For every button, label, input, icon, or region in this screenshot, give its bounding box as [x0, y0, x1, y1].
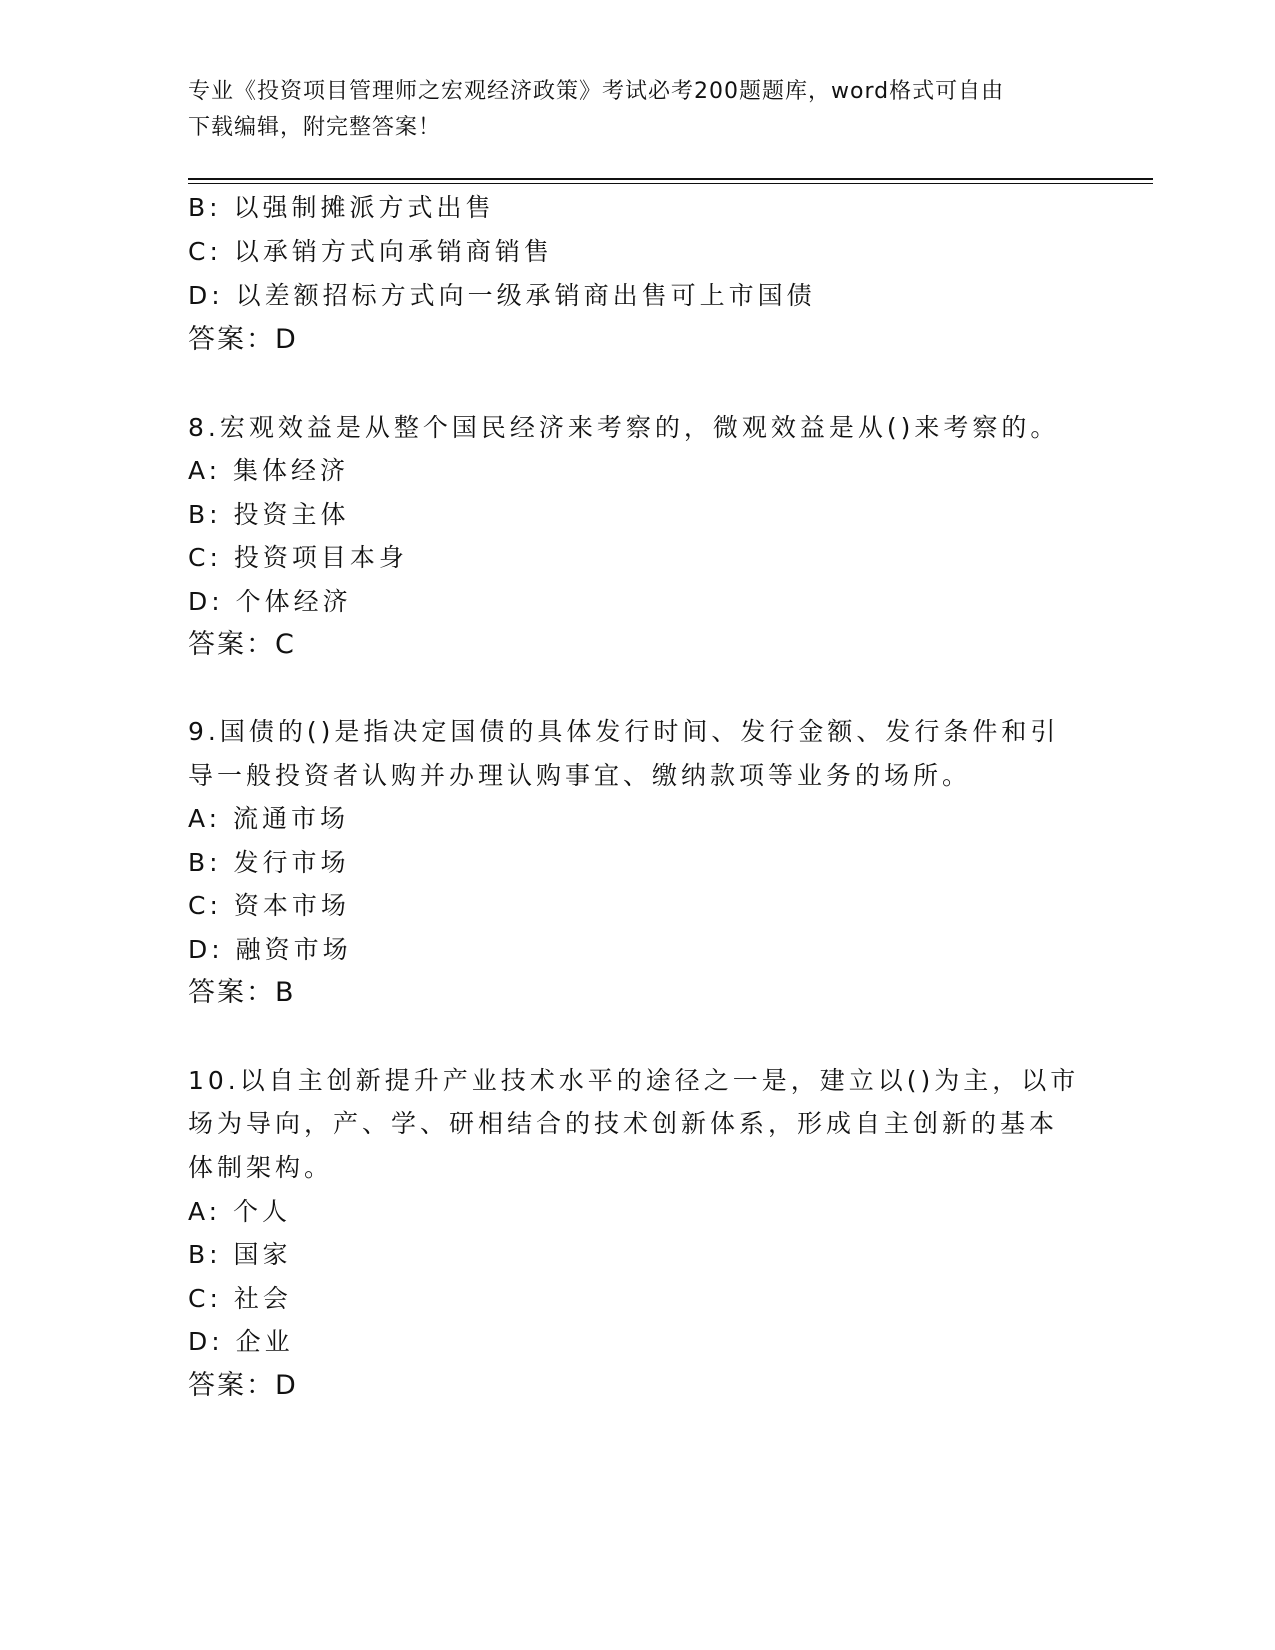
- q10-option-b: B: 国家: [188, 1240, 292, 1269]
- q10-stem-line-3: 体制架构。: [188, 1153, 334, 1182]
- q8-option-a: A: 集体经济: [188, 456, 350, 485]
- q9-option-a: A: 流通市场: [188, 804, 350, 833]
- q10-stem-line-1: 10.以自主创新提升产业技术水平的途径之一是，建立以()为主，以市: [188, 1066, 1080, 1095]
- q10-option-c: C: 社会: [188, 1284, 292, 1313]
- q9-stem-line-2: 导一般投资者认购并办理认购事宜、缴纳款项等业务的场所。: [188, 761, 972, 790]
- q7-option-b: B: 以强制摊派方式出售: [188, 193, 495, 222]
- q10-option-d: D: 企业: [188, 1327, 294, 1356]
- q9-option-d: D: 融资市场: [188, 935, 352, 964]
- q10-option-a: A: 个人: [188, 1197, 292, 1226]
- intro-line-2: 下载编辑，附完整答案！: [188, 115, 442, 140]
- q9-answer: 答案：B: [188, 977, 296, 1008]
- q9-option-b: B: 发行市场: [188, 848, 350, 877]
- q8-option-c: C: 投资项目本身: [188, 543, 408, 572]
- header-divider-thick: [188, 178, 1153, 180]
- q8-answer: 答案：C: [188, 629, 296, 660]
- intro-line-1: 专业《投资项目管理师之宏观经济政策》考试必考200题题库，word格式可自由: [188, 79, 1005, 104]
- q10-stem-line-2: 场为导向，产、学、研相结合的技术创新体系，形成自主创新的基本: [188, 1109, 1059, 1138]
- q9-stem-line-1: 9.国债的()是指决定国债的具体发行时间、发行金额、发行条件和引: [188, 717, 1060, 746]
- q8-option-d: D: 个体经济: [188, 587, 352, 616]
- document-intro: [188, 74, 1068, 146]
- header-divider-thin: [188, 183, 1153, 184]
- q8-stem: 8.宏观效益是从整个国民经济来考察的，微观效益是从()来考察的。: [188, 413, 1060, 442]
- q7-option-d: D: 以差额招标方式向一级承销商出售可上市国债: [188, 281, 816, 310]
- q10-answer: 答案：D: [188, 1370, 298, 1401]
- q7-answer: 答案：D: [188, 324, 298, 355]
- q9-option-c: C: 资本市场: [188, 891, 350, 920]
- q8-option-b: B: 投资主体: [188, 500, 350, 529]
- q7-option-c: C: 以承销方式向承销商销售: [188, 237, 553, 266]
